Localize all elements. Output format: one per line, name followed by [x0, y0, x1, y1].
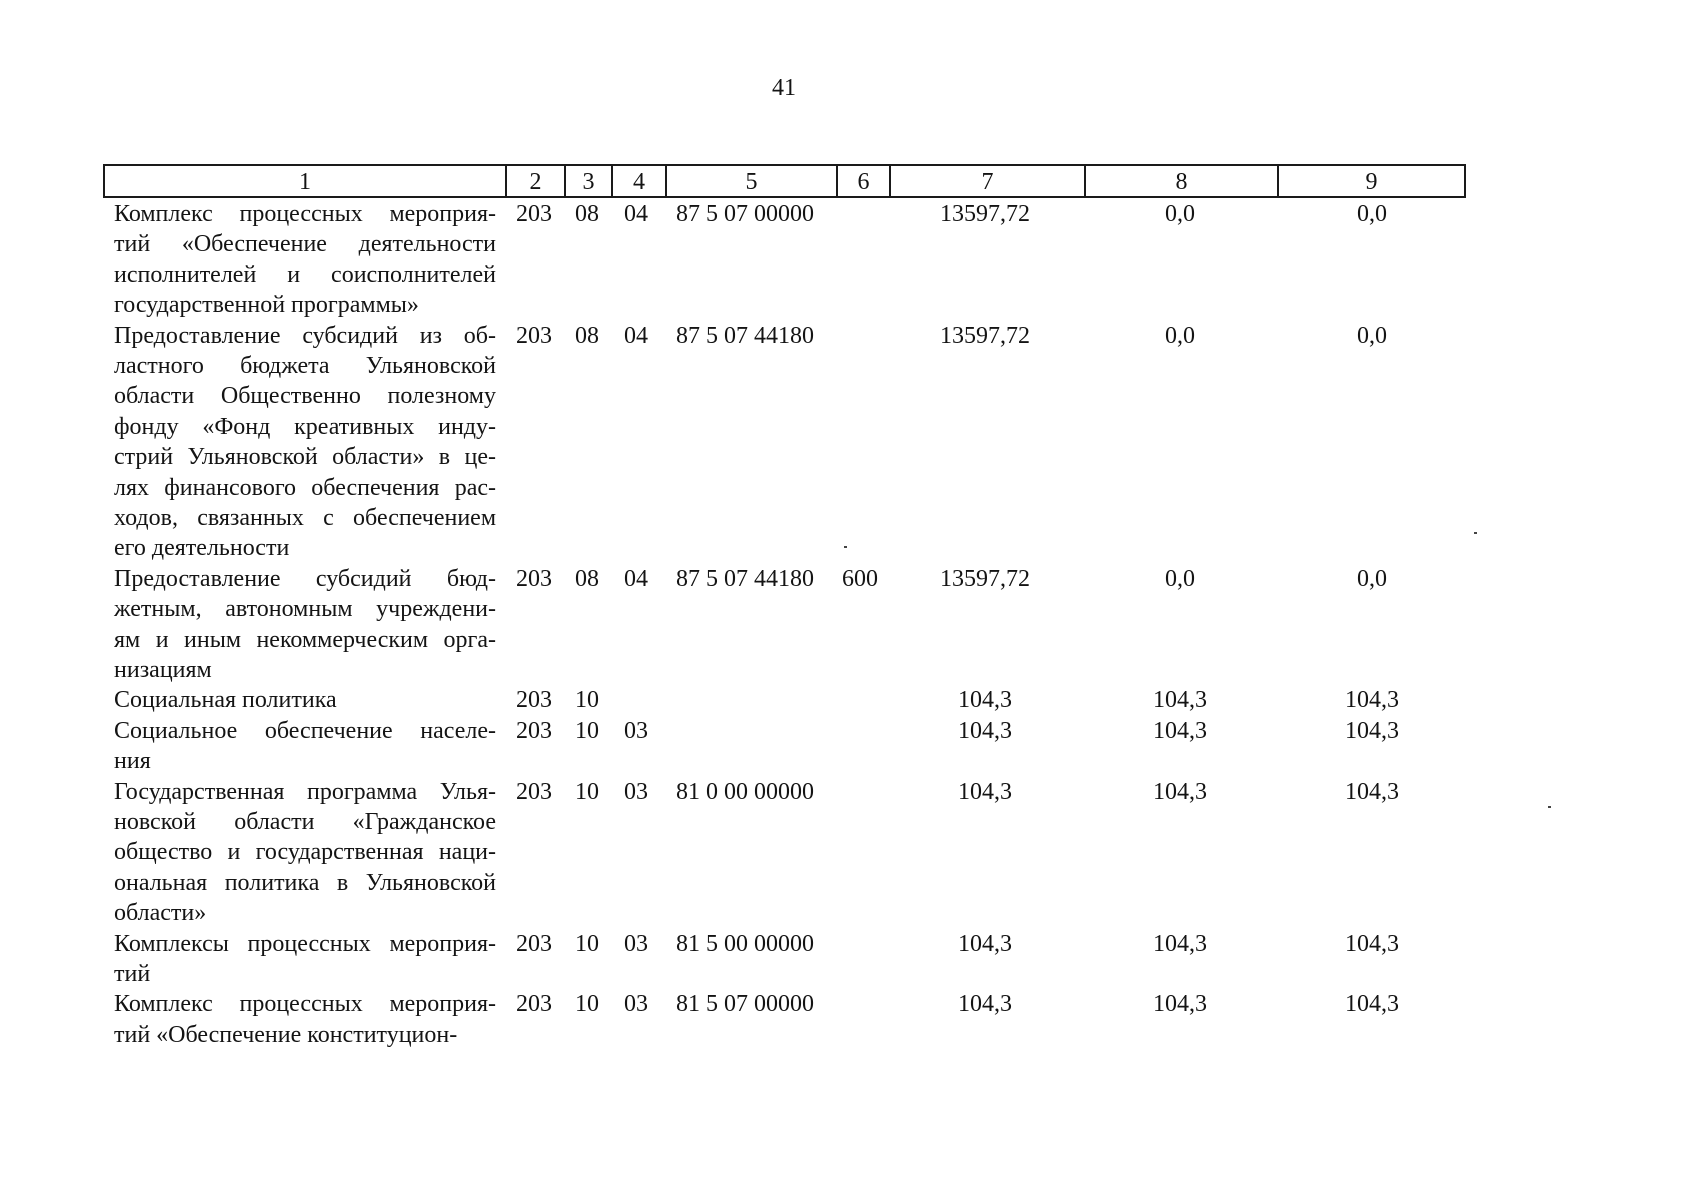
- cell-col-5: 81 0 00 00000: [676, 778, 814, 805]
- table-row: [0, 685, 1568, 715]
- description-line: Предоставление субсидий бюд-: [114, 565, 496, 592]
- cell-col-9: 0,0: [1357, 201, 1387, 227]
- cell-col-4: 04: [624, 565, 648, 592]
- table-row: [0, 716, 1568, 777]
- cell-col-5: 81 5 00 00000: [676, 930, 814, 957]
- cell-col-6: 600: [842, 565, 878, 592]
- table-row: [0, 564, 1568, 686]
- cell-col-2: 203: [516, 778, 552, 805]
- cell-col-4: 03: [624, 717, 648, 744]
- cell-col-8: 0,0: [1165, 565, 1195, 592]
- cell-col-9: 104,3: [1345, 778, 1399, 805]
- description-line: ональная политика в Ульяновской: [114, 869, 496, 896]
- cell-col-2: 203: [516, 717, 552, 744]
- cell-col-8: 104,3: [1153, 991, 1207, 1018]
- cell-col-8: 104,3: [1153, 717, 1207, 744]
- description-line: жетным, автономным учреждени-: [114, 596, 496, 623]
- description-line: Предоставление субсидий из об-: [114, 322, 496, 349]
- description-line: Социальная политика: [114, 687, 337, 714]
- page-number: 41: [772, 75, 796, 101]
- header-cell-6: 6: [836, 166, 889, 196]
- cell-col-7: 104,3: [958, 717, 1012, 744]
- description-line: низациям: [114, 657, 212, 684]
- cell-col-2: 203: [516, 687, 552, 714]
- description-line: новской области «Гражданское: [114, 809, 496, 835]
- description-line: ластного бюджета Ульяновской: [114, 353, 496, 379]
- description-line: фонду «Фонд креативных инду-: [114, 413, 496, 440]
- cell-col-8: 0,0: [1165, 201, 1195, 227]
- cell-col-3: 08: [575, 322, 599, 349]
- cell-col-7: 13597,72: [940, 201, 1030, 227]
- table-row: [0, 989, 1568, 1050]
- cell-col-7: 13597,72: [940, 565, 1030, 592]
- row-description: [114, 321, 496, 564]
- cell-col-2: 203: [516, 322, 552, 349]
- cell-col-4: 03: [624, 930, 648, 957]
- cell-col-7: 104,3: [958, 991, 1012, 1018]
- row-description: [114, 564, 496, 686]
- description-line: Комплекс процессных мероприя-: [114, 991, 496, 1018]
- description-line: ям и иным некоммерческим орга-: [114, 626, 496, 653]
- cell-col-9: 104,3: [1345, 717, 1399, 744]
- table-row: [0, 777, 1568, 929]
- row-description: [114, 199, 496, 321]
- row-description: [114, 716, 496, 777]
- cell-col-5: 81 5 07 00000: [676, 991, 814, 1018]
- cell-col-9: 104,3: [1345, 687, 1399, 714]
- table-row: [0, 321, 1568, 564]
- cell-col-7: 13597,72: [940, 322, 1030, 349]
- cell-col-2: 203: [516, 201, 552, 227]
- row-description: [114, 685, 496, 715]
- table-row: [0, 929, 1568, 990]
- description-line: области Общественно полезному: [114, 383, 496, 410]
- header-cell-8: 8: [1084, 166, 1277, 196]
- row-description: [114, 777, 496, 929]
- cell-col-8: 104,3: [1153, 687, 1207, 714]
- cell-col-2: 203: [516, 991, 552, 1018]
- cell-col-3: 10: [575, 778, 599, 805]
- description-line: Социальное обеспечение населе-: [114, 717, 496, 744]
- scan-speck: [1474, 532, 1477, 534]
- table-header: [103, 164, 1466, 198]
- description-line: ходов, связанных с обеспечением: [114, 505, 496, 532]
- description-line: тий «Обеспечение конституцион-: [114, 1021, 458, 1048]
- description-line: общество и государственная наци-: [114, 839, 496, 866]
- cell-col-8: 104,3: [1153, 930, 1207, 957]
- cell-col-4: 03: [624, 991, 648, 1018]
- table-row: [0, 199, 1568, 321]
- scan-speck: [1548, 806, 1551, 808]
- description-line: Государственная программа Улья-: [114, 778, 496, 805]
- cell-col-8: 104,3: [1153, 778, 1207, 805]
- cell-col-3: 10: [575, 930, 599, 957]
- cell-col-3: 08: [575, 565, 599, 592]
- cell-col-4: 04: [624, 201, 648, 227]
- description-line: его деятельности: [114, 535, 290, 562]
- cell-col-5: 87 5 07 44180: [676, 322, 814, 349]
- description-line: Комплексы процессных мероприя-: [114, 930, 496, 957]
- cell-col-9: 0,0: [1357, 322, 1387, 349]
- description-line: лях финансового обеспечения рас-: [114, 474, 496, 501]
- header-cell-4: 4: [611, 166, 665, 196]
- cell-col-9: 104,3: [1345, 991, 1399, 1018]
- header-cell-7: 7: [889, 166, 1084, 196]
- cell-col-4: 03: [624, 778, 648, 805]
- description-line: стрий Ульяновской области» в це-: [114, 444, 496, 471]
- cell-col-5: 87 5 07 44180: [676, 565, 814, 592]
- row-description: [114, 989, 496, 1050]
- description-line: области»: [114, 900, 207, 927]
- scan-speck: [844, 546, 847, 548]
- cell-col-3: 08: [575, 201, 599, 227]
- cell-col-8: 0,0: [1165, 322, 1195, 349]
- cell-col-4: 04: [624, 322, 648, 349]
- description-line: ния: [114, 748, 151, 775]
- row-description: [114, 929, 496, 990]
- description-line: исполнителей и соисполнителей: [114, 261, 496, 288]
- description-line: Комплекс процессных мероприя-: [114, 201, 496, 227]
- cell-col-3: 10: [575, 687, 599, 714]
- cell-col-7: 104,3: [958, 687, 1012, 714]
- cell-col-9: 104,3: [1345, 930, 1399, 957]
- description-line: тий «Обеспечение деятельности: [114, 231, 496, 258]
- cell-col-5: 87 5 07 00000: [676, 201, 814, 227]
- header-cell-9: 9: [1277, 166, 1464, 196]
- header-cell-3: 3: [564, 166, 611, 196]
- cell-col-2: 203: [516, 930, 552, 957]
- header-cell-2: 2: [505, 166, 564, 196]
- cell-col-3: 10: [575, 717, 599, 744]
- cell-col-9: 0,0: [1357, 565, 1387, 592]
- cell-col-2: 203: [516, 565, 552, 592]
- cell-col-3: 10: [575, 991, 599, 1018]
- header-cell-5: 5: [665, 166, 836, 196]
- description-line: государственной программы»: [114, 292, 419, 319]
- description-line: тий: [114, 961, 151, 987]
- cell-col-7: 104,3: [958, 778, 1012, 805]
- cell-col-7: 104,3: [958, 930, 1012, 957]
- header-cell-1: 1: [299, 169, 311, 195]
